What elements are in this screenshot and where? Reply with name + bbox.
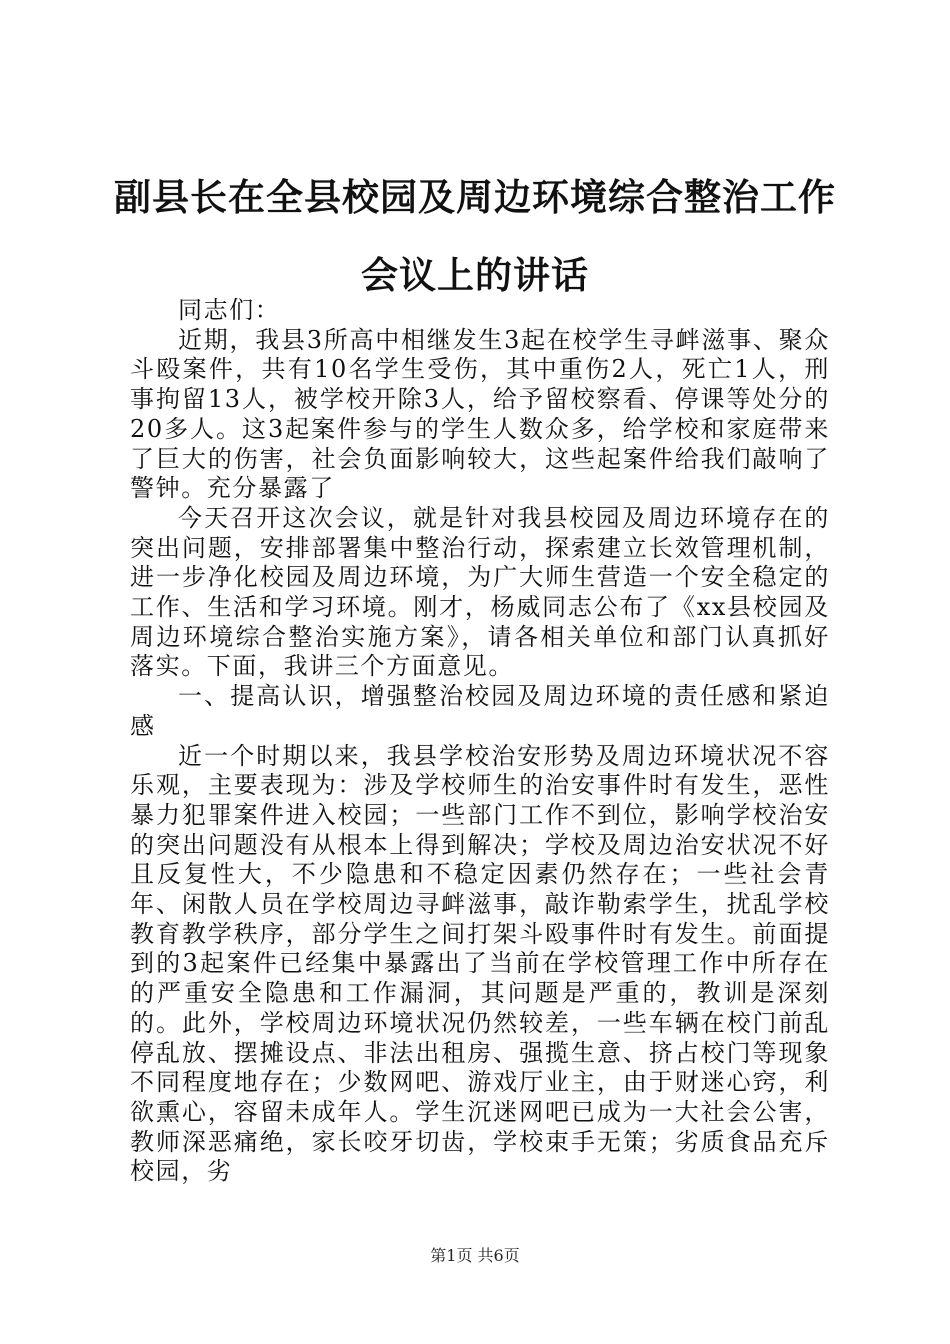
section-heading: 一、提高认识，增强整治校园及周边环境的责任感和紧迫感	[130, 682, 830, 740]
document-title: 副县长在全县校园及周边环境综合整治工作会议上的讲话	[114, 175, 836, 297]
body-paragraph: 近一个时期以来，我县学校治安形势及周边环境状况不容乐观，主要表现为：涉及学校师生的治安事件时有发生，恶性暴力犯罪案件进入校园；一些部门工作不到位，影响学校治安的突出问题没有从根本上得到解决；学校及周边治安状况不好且反复性大，不少隐患和不稳定因素仍然存在；一些社会青年、闲散人员在学校周边寻衅滋事，敲诈勒索学生，扰乱学校教育教学秩序，部分学生之间打架斗殴事件时有发生。前面提到的3起案件已经集中暴露出了当前在学校管理工作中所存在的严重安全隐患和工作漏洞，其问题是严重的，教训是深刻的。此外，学校周边环境状况仍然较差，一些车辆在校门前乱停乱放、摆摊设点、非法出租房、强揽生意、挤占校门等现象不同程度地存在；少数网吧、游戏厅业主，由于财迷心窍，利欲熏心，容留未成年人。学生沉迷网吧已成为一大社会公害，教师深恶痛绝，家长咬牙切齿，学校束手无策；劣质食品充斥校园，劣	[130, 741, 830, 1186]
salutation-paragraph: 同志们：	[178, 296, 281, 324]
document-body	[130, 296, 830, 1187]
body-paragraph: 近期，我县3所高中相继发生3起在校学生寻衅滋事、聚众斗殴案件，共有10名学生受伤，其中重伤2人，死亡1人，刑事拘留13人，被学校开除3人，给予留校察看、停课等处分的20多人。这3起案件参与的学生人数众多，给学校和家庭带来了巨大的伤害，社会负面影响较大，这些起案件给我们敲响了警钟。充分暴露了	[130, 325, 830, 503]
page-number-footer: 第1页 共6页	[430, 1246, 520, 1265]
body-paragraph: 今天召开这次会议，就是针对我县校园及周边环境存在的突出问题，安排部署集中整治行动，探索建立长效管理机制，进一步净化校园及周边环境，为广大师生营造一个安全稳定的工作、生活和学习环境。刚才，杨威同志公布了《xx县校园及周边环境综合整治实施方案》，请各相关单位和部门认真抓好落实。下面，我讲三个方面意见。	[130, 503, 830, 681]
